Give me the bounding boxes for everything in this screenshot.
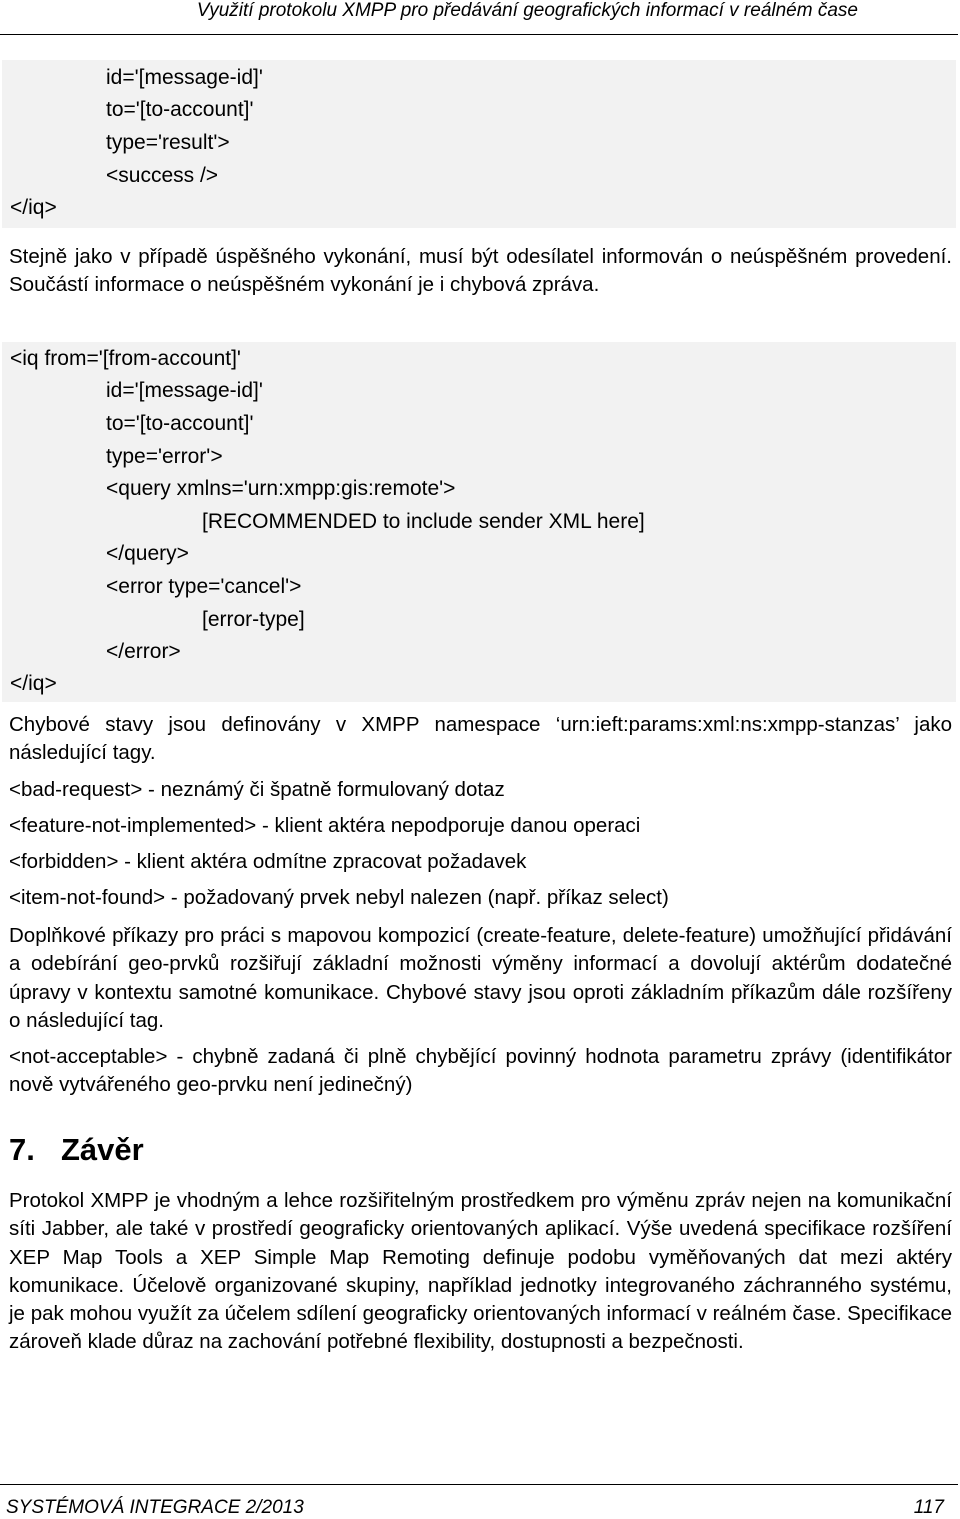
paragraph-conclusion: Protokol XMPP je vhodným a lehce rozšiřitelným prostředkem pro výměnu zpráv nejen na komunikační síti Jabber, ale také v prostředí geograficky orientovaných aplikací. Výše uvedená specifikace rozšíření XEP Map Tools a XEP Simple Map Remoting definuje podobu vyměňovaných dat mezi aktéry komunikace. Účelově organizované skupiny, například jednotky integrovaného záchranného systému, je pak mohou využít za účelem sdílení geograficky orientovaných informací v reálném čase. Specifikace zároveň klade důraz na zachování potřebné flexibility, dostupnosti a bezpečnosti. xyxy=(9,1189,952,1354)
code-line: id='[message-id]' xyxy=(106,379,263,402)
paragraph-error-states: Chybové stavy jsou definovány v XMPP namespace ‘urn:ieft:params:xml:ns:xmpp-stanzas’ jako následující tagy. xyxy=(9,713,952,764)
error-item: <feature-not-implemented> - klient aktéra nepodporuje danou operaci xyxy=(9,814,641,837)
section-heading xyxy=(9,1130,144,1170)
code-block-error xyxy=(2,342,956,702)
page-number: 117 xyxy=(913,1497,944,1518)
paragraph-extra-commands: Doplňkové příkazy pro práci s mapovou kompozicí (create-feature, delete-feature) umožňující přidávání a odebírání geo-prvků rozšiřují základní možnosti výměny informací a dovolují aktérům dodatečné úpravy v kontextu samotné komunikace. Chybové stavy jsou oproti základním příkazům dále rozšířeny o následující tag. xyxy=(9,924,952,1032)
code-block-result xyxy=(2,60,956,228)
code-line: id='[message-id]' xyxy=(106,66,263,89)
journal-name: SYSTÉMOVÁ INTEGRACE 2/2013 xyxy=(6,1497,304,1518)
code-line: </iq> xyxy=(10,672,57,695)
section-number: 7. xyxy=(9,1132,35,1167)
code-line: to='[to-account]' xyxy=(106,412,254,435)
code-line: </iq> xyxy=(10,196,57,219)
section-title: Závěr xyxy=(61,1132,144,1167)
code-line: </query> xyxy=(106,542,189,565)
paragraph-not-acceptable: <not-acceptable> - chybně zadaná či plně chybějící povinný hodnota parametru zprávy (identifikátor nově vytvářeného geo-prvku není jedinečný) xyxy=(9,1045,952,1097)
error-item: <forbidden> - klient aktéra odmítne zpracovat požadavek xyxy=(9,850,527,873)
code-line: <iq from='[from-account]' xyxy=(10,347,241,370)
code-line: <error type='cancel'> xyxy=(106,575,302,598)
error-item: <item-not-found> - požadovaný prvek nebyl nalezen (např. příkaz select) xyxy=(9,886,669,909)
page-footer xyxy=(0,1484,958,1518)
paragraph-error-intro: Stejně jako v případě úspěšného vykonání, musí být odesílatel informován o neúspěšném provedení. Součástí informace o neúspěšném vykonání je i chybová zpráva. xyxy=(9,245,952,297)
page-header xyxy=(0,0,958,35)
code-line: [RECOMMENDED to include sender XML here] xyxy=(202,510,645,533)
code-line: type='error'> xyxy=(106,445,223,468)
code-line: <query xmlns='urn:xmpp:gis:remote'> xyxy=(106,477,456,500)
code-line: type='result'> xyxy=(106,131,230,154)
code-line: [error-type] xyxy=(202,608,305,631)
running-title: Využití protokolu XMPP pro předávání geografických informací v reálném čase xyxy=(196,0,858,21)
code-line: </error> xyxy=(106,640,181,663)
code-line: to='[to-account]' xyxy=(106,98,254,121)
code-line: <success /> xyxy=(106,164,219,187)
error-item: <bad-request> - neznámý či špatně formulovaný dotaz xyxy=(9,778,505,801)
